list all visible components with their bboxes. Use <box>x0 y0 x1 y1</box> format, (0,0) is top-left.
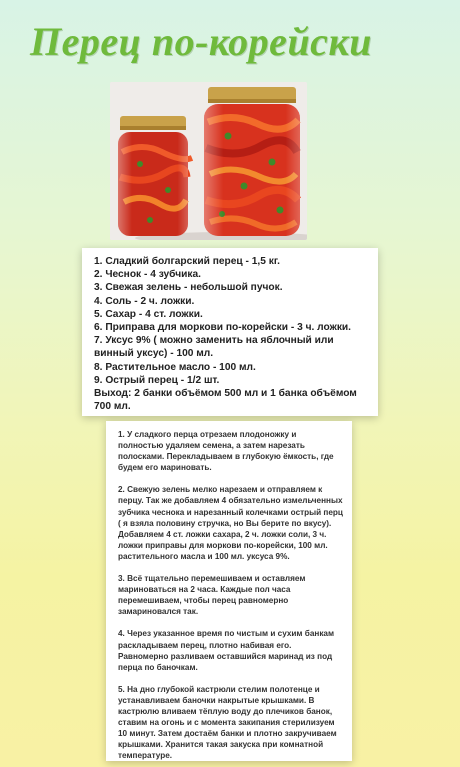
ingredient-line: 3. Свежая зелень - небольшой пучок. <box>94 282 283 294</box>
step-2: 2. Свежую зелень мелко нарезаем и отправляем к перцу. Так же добавляем 4 обязательно измельченных зубчика чеснока и нарезанный колечками острый перц ( я взяла половину стручка, но Вы берите по вкусу). Добавляем 4 ст. ложки сахара, 2 ч. ложки соли, 3 ч. ложки приправы для моркови по-корейски, 100 мл. растительного масла и 100 мл. уксуса 9%. <box>118 485 343 561</box>
ingredient-line: 7. Уксус 9% ( можно заменить на яблочный или <box>94 335 334 347</box>
ingredient-line: 8. Растительное масло - 100 мл. <box>94 361 256 373</box>
instructions-list <box>106 421 352 761</box>
step-3: 3. Всё тщательно перемешиваем и оставляем мариноваться на 2 часа. Каждые пол часа перемешиваем, чтобы перец равномерно замариновался так. <box>118 574 306 617</box>
jars-of-peppers-image <box>110 82 307 240</box>
ingredients-list <box>82 248 378 413</box>
tall-jar <box>204 87 300 236</box>
jars-photo <box>110 82 307 240</box>
ingredient-line: винный уксус) - 100 мл. <box>94 348 214 360</box>
yield-line: Выход: 2 банки объёмом 500 мл и 1 банка объёмом <box>94 388 357 400</box>
step-4: 4. Через указанное время по чистым и сухим банкам раскладываем перец, плотно набивая его. Равномерно разливаем оставшийся маринад из под перца по баночкам. <box>118 629 335 672</box>
ingredient-line: 1. Сладкий болгарский перец - 1,5 кг. <box>94 256 280 267</box>
step-1: 1. У сладкого перца отрезаем плодоножку и полностью удаляем семена, а затем нарезать полосками. Перекладываем в глубокую ёмкость, где будем его мариновать. <box>118 430 334 473</box>
ingredient-line: 5. Сахар - 4 ст. ложки. <box>94 308 203 320</box>
instructions-card <box>106 421 352 761</box>
ingredient-line: 2. Чеснок - 4 зубчика. <box>94 269 201 281</box>
ingredient-line: 4. Соль - 2 ч. ложки. <box>94 295 195 307</box>
step-5: 5. На дно глубокой кастрюли стелим полотенце и устанавливаем баночки накрытые крышками. В кастрюлю вливаем тёплую воду до плечиков банок, ставим на огонь и с момента закипания стерилизуем 10 минут. Затем достаём банки и плотно закручиваем крышками. Хранится такая закуска при комнатной температуре. <box>118 684 337 761</box>
yield-line: 700 мл. <box>94 401 131 413</box>
page-title: Перец по-корейски <box>30 19 372 64</box>
ingredient-line: 6. Приправа для моркови по-корейски - 3 ч. ложки. <box>94 322 352 334</box>
small-jar <box>118 116 192 236</box>
ingredients-card <box>82 248 378 416</box>
ingredient-line: 9. Острый перец - 1/2 шт. <box>94 374 220 386</box>
